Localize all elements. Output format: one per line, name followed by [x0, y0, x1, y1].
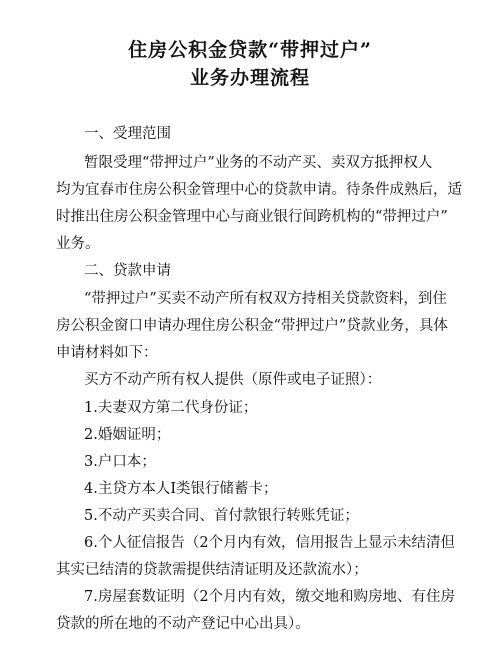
section-heading-application: 二、贷款申请	[84, 263, 171, 279]
document-title-line-1: 住房公积金贷款“带押过户”	[128, 39, 372, 61]
paragraph-line: 时推出住房公积金管理中心与商业银行间跨机构的“带押过户”	[56, 209, 448, 225]
paragraph-line: 均为宜春市住房公积金管理中心的贷款申请。待条件成熟后，适	[56, 182, 462, 198]
material-item-2: 2.婚姻证明；	[84, 427, 171, 443]
paragraph-line: 房公积金窗口申请办理住房公积金“带押过户”贷款业务，具体	[56, 318, 448, 334]
material-item-7: 7.房屋套数证明（2个月内有效，缴交地和购房地、有住房	[84, 589, 456, 605]
paragraph-line: 业务。	[56, 236, 100, 252]
material-item-4: 4.主贷方本人Ⅰ类银行储蓄卡；	[84, 481, 278, 497]
material-item-1: 1.夫妻双方第二代身份证；	[84, 400, 258, 416]
document-title-line-2: 业务办理流程	[189, 67, 310, 89]
material-item-3: 3.户口本；	[84, 454, 156, 470]
material-item-6-continued: 其实已结清的贷款需提供结清证明及还款流水）；	[56, 562, 368, 578]
material-item-5: 5.不动产买卖合同、首付款银行转账凭证；	[84, 508, 359, 524]
material-item-7-continued: 贷款的所在地的不动产登记中心出具）。	[56, 616, 310, 632]
paragraph-line: 申请材料如下：	[56, 345, 158, 361]
material-item-6: 6.个人征信报告（2个月内有效，信用报告上显示未结清但	[84, 535, 456, 551]
paragraph-line: 暂限受理“带押过户”业务的不动产买、卖双方抵押权人	[84, 155, 433, 171]
buyer-materials-intro: 买方不动产所有权人提供（原件或电子证照）：	[84, 372, 382, 388]
section-heading-scope: 一、受理范围	[84, 126, 171, 142]
paragraph-line: “带押过户”买卖不动产所有权双方持相关贷款资料，到住	[84, 291, 447, 307]
